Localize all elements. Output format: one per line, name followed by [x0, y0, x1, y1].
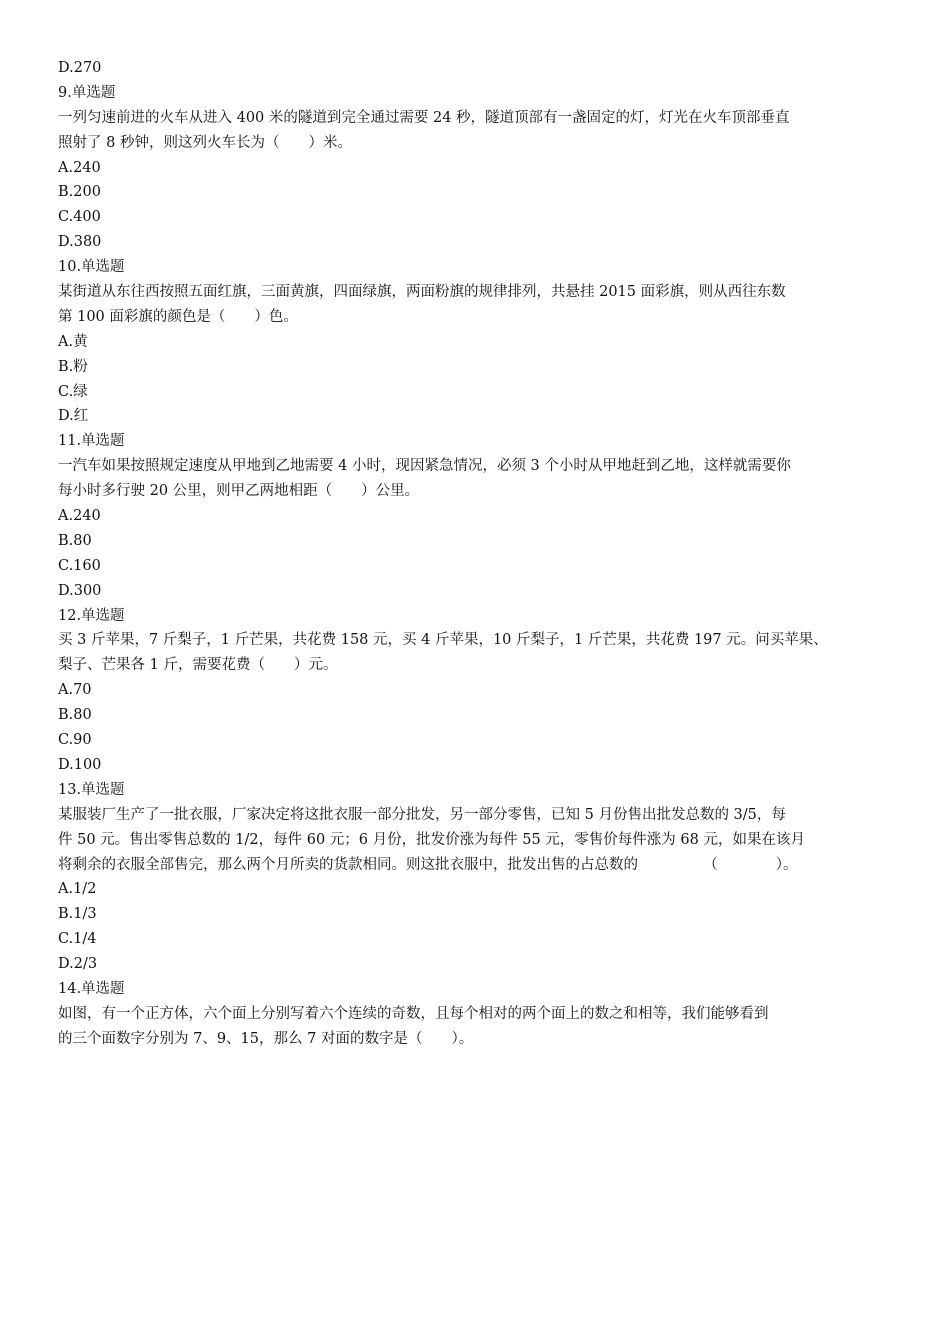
question-stem-line: 梨子、芒果各 1 斤，需要花费（ ）元。: [58, 657, 338, 674]
option-d: D.2/3: [58, 956, 98, 973]
option-a: A.240: [58, 159, 101, 176]
option-c: C.400: [58, 209, 101, 226]
question-header: 10.单选题: [58, 259, 125, 276]
option-d: D.红: [58, 408, 89, 425]
option-c: C.160: [58, 557, 101, 574]
question-11: [58, 429, 894, 603]
option-b: B.粉: [58, 358, 88, 375]
option-d: D.100: [58, 756, 102, 773]
option-d: D.300: [58, 582, 102, 599]
question-stem-line: 照射了 8 秒钟，则这列火车长为（ ）米。: [58, 134, 352, 151]
question-stem-line: 一列匀速前进的火车从进入 400 米的隧道到完全通过需要 24 秒，隧道顶部有一盏固定的灯，灯光在火车顶部垂直: [58, 109, 790, 126]
question-14: [58, 977, 894, 1052]
question-12: [58, 604, 894, 778]
question-stem-line: 件 50 元。售出零售总数的 1/2，每件 60 元；6 月份，批发价涨为每件 55 元，零售价每件涨为 68 元，如果在该月: [58, 831, 805, 848]
question-stem-line: 第 100 面彩旗的颜色是（ ）色。: [58, 308, 298, 325]
question-header: 11.单选题: [58, 433, 125, 450]
question-stem-line: 每小时多行驶 20 公里，则甲乙两地相距（ ）公里。: [58, 483, 420, 500]
option-a: A.240: [58, 508, 101, 525]
option-d-previous: D.270: [58, 60, 102, 76]
question-10: [58, 255, 894, 429]
question-stem-line: 一汽车如果按照规定速度从甲地到乙地需要 4 小时，现因紧急情况，必须 3 个小时从甲地赶到乙地，这样就需要你: [58, 458, 791, 475]
question-stem-line: 的三个面数字分别为 7、9、15，那么 7 对面的数字是（ ）。: [58, 1030, 474, 1047]
option-a: A.70: [58, 682, 92, 699]
question-13: [58, 778, 894, 977]
option-c: C.1/4: [58, 931, 97, 948]
question-header: 9.单选题: [58, 84, 116, 101]
question-stem-line: 将剩余的衣服全部售完，那么两个月所卖的货款相同。则这批衣服中，批发出售的占总数的 （ ）。: [58, 856, 798, 873]
question-9: [58, 81, 894, 255]
option-c: C.绿: [58, 383, 88, 400]
document-page: [58, 56, 894, 1052]
question-stem-line: 如图，有一个正方体，六个面上分别写着六个连续的奇数，且每个相对的两个面上的数之和相等，我们能够看到: [58, 1005, 769, 1022]
question-header: 12.单选题: [58, 607, 125, 624]
question-stem-line: 买 3 斤苹果，7 斤梨子，1 斤芒果，共花费 158 元，买 4 斤苹果，10 斤梨子，1 斤芒果，共花费 197 元。问买苹果、: [58, 632, 828, 649]
question-stem-line: 某街道从东往西按照五面红旗，三面黄旗，四面绿旗，两面粉旗的规律排列，共悬挂 2015 面彩旗，则从西往东数: [58, 284, 786, 301]
question-stem-line: 某服装厂生产了一批衣服，厂家决定将这批衣服一部分批发，另一部分零售，已知 5 月份售出批发总数的 3/5，每: [58, 806, 786, 823]
option-d: D.380: [58, 234, 102, 251]
question-header: 14.单选题: [58, 980, 125, 997]
option-a: A.1/2: [58, 881, 97, 898]
question-header: 13.单选题: [58, 781, 125, 798]
option-b: B.1/3: [58, 906, 97, 923]
option-c: C.90: [58, 732, 92, 749]
option-b: B.200: [58, 184, 101, 201]
option-b: B.80: [58, 532, 92, 549]
option-b: B.80: [58, 707, 92, 724]
option-a: A.黄: [58, 333, 88, 350]
